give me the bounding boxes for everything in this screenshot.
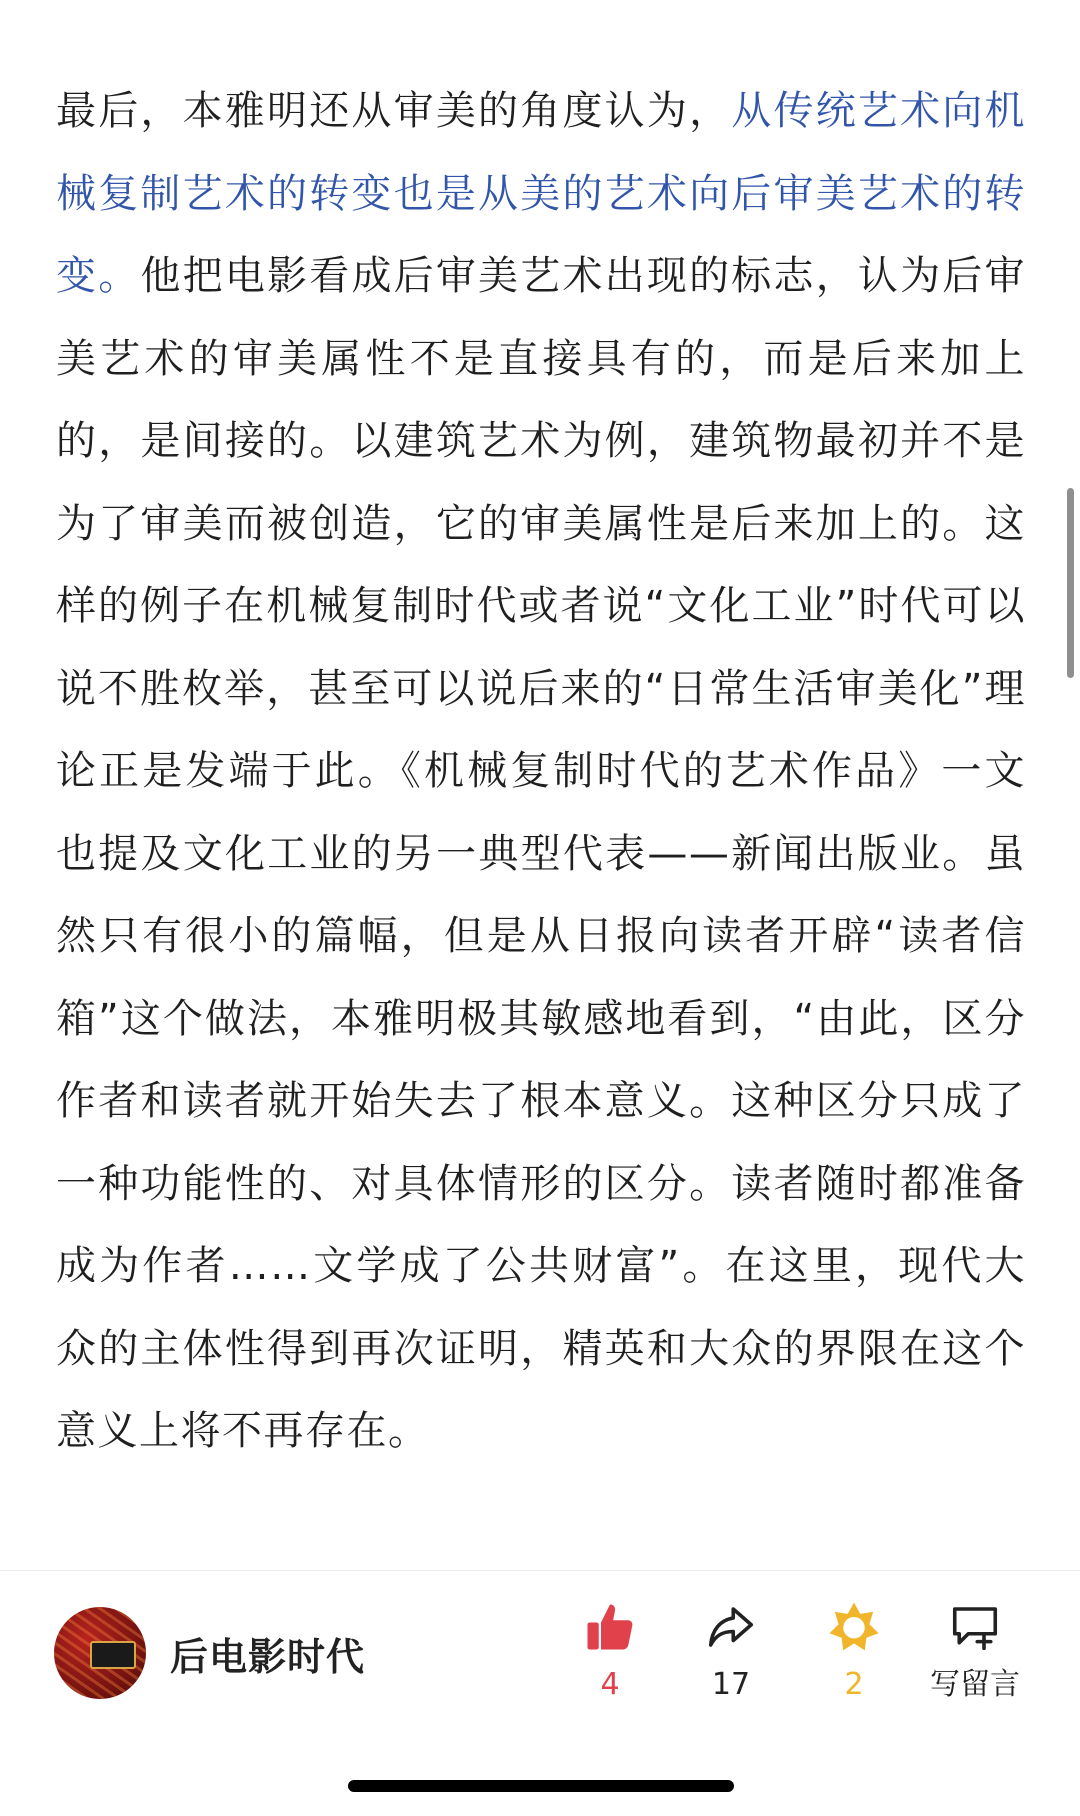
paragraph-text-start: 最后，本雅明还从审美的角度认为， (56, 88, 732, 134)
highlighted-text: 从传统艺术向机械复制艺术的转变也是从美的艺术向后审美艺术的转变。 (56, 88, 1027, 299)
article-paragraph (56, 70, 1026, 1473)
avatar-logo-mark (90, 1641, 136, 1669)
share-button[interactable] (676, 1597, 786, 1703)
share-count: 17 (711, 1667, 751, 1702)
paragraph-text-rest: 他把电影看成后审美艺术出现的标志，认为后审美艺术的审美属性不是直接具有的，而是后来加上的，是间接的。以建筑艺术为例，建筑物最初并不是为了审美而被创造，它的审美属性是后来加上的。这样的例子在机械复制时代或者说“文化工业”时代可以说不胜枚举，甚至可以说后来的“日常生活审美化”理论正是发端于此。《机械复制时代的艺术作品》一文也提及文化工业的另一典型代表——新闻出版业。虽然只有很小的篇幅，但是从日报向读者开辟“读者信箱”这个做法，本雅明极其敏感地看到，“由此，区分作者和读者就开始失去了根本意义。这种区分只成了一种功能性的、对具体情形的区分。读者随时都准备成为作者……文学成了公共财富”。在这里，现代大众的主体性得到再次证明，精英和大众的界限在这个意义上将不再存在。 (56, 253, 1027, 1454)
share-arrow-icon (701, 1597, 761, 1657)
write-comment-button[interactable] (920, 1597, 1030, 1703)
article-footer (0, 1571, 1080, 1731)
scrollbar[interactable] (1067, 488, 1074, 678)
comment-plus-icon (945, 1597, 1005, 1657)
wow-button[interactable] (799, 1597, 909, 1703)
wow-star-icon (824, 1597, 884, 1657)
thumbs-up-icon (580, 1597, 640, 1657)
account-name[interactable]: 后电影时代 (170, 1634, 366, 1679)
like-button[interactable] (555, 1597, 665, 1703)
article-body (56, 70, 1026, 1473)
write-comment-label: 写留言 (930, 1667, 1020, 1702)
like-count: 4 (600, 1667, 620, 1702)
home-indicator[interactable] (348, 1780, 734, 1792)
wow-count: 2 (844, 1667, 864, 1702)
account-avatar[interactable] (54, 1607, 146, 1699)
account-link[interactable] (54, 1607, 365, 1699)
